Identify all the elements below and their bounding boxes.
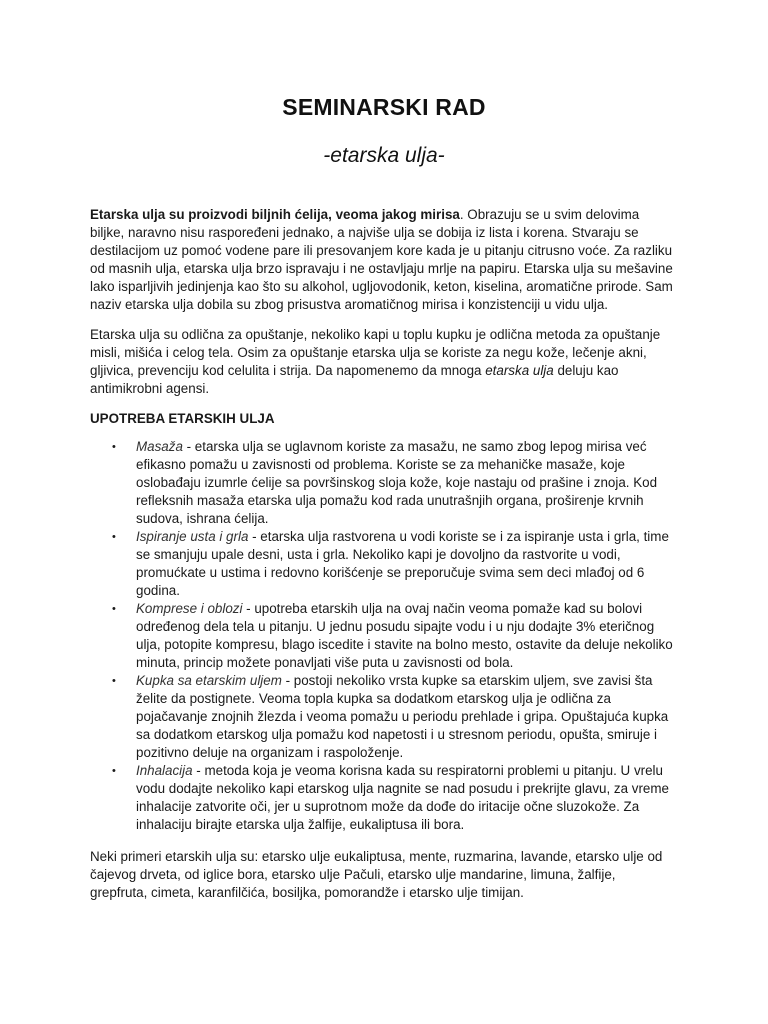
intro-paragraph <box>90 206 676 314</box>
list-item-text: - upotreba etarskih ulja na ovaj način veoma pomaže kad su bolovi određenog dela tela u pitanju. U jednu posudu sipajte vodu i u nju dodajte 3% eteričnog ulja, potopite kompresu, blago iscedite i stavite na bolno mesto, ostavite da deluje nekoliko minuta, princip možete ponavljati više puta u zavisnosti od bola. <box>136 601 673 670</box>
intro-lead-text: Etarska ulja su proizvodi biljnih ćelija, veoma jakog mirisa <box>90 207 460 222</box>
section-heading: UPOTREBA ETARSKIH ULJA <box>90 411 275 426</box>
relaxation-paragraph <box>90 326 676 398</box>
list-item <box>112 762 676 834</box>
bullet-icon: • <box>112 441 116 453</box>
list-item-term: Inhalacija <box>136 763 193 778</box>
intro-rest-text: . Obrazuju se u svim delovima biljke, naravno nisu raspoređeni jednako, a najviše ulja se dobija iz lista i korena. Stvaraju se destilacijom uz pomoć vodene pare ili presovanjem kore kada je u pitanju citrusno voće. Za razliku od masnih ulja, etarska ulja brzo ispravaju i ne ostavljaju mrlje na papiru. Etarska ulja su mešavine lako isparljivih jedinjenja kao što su alkohol, ugljovodonik, keton, kiselina, aromatične prirode. Sam naziv etarska ulja dobila su zbog prisustva aromatičnog mirisa i konzistenciji u vidu ulja. <box>90 207 673 312</box>
list-item-text: - metoda koja je veoma korisna kada su respiratorni problemi u pitanju. U vrelu vodu dodajte nekoliko kapi etarskog ulja nagnite se nad posudu i prekrijte glavu, za vreme inhalacije zatvorite oči, jer u suprotnom može da dođe do iritacije očne sluzokože. Za inhalaciju birajte etarska ulja žalfije, eukaliptusa ili bora. <box>136 763 669 832</box>
bullet-icon: • <box>112 675 116 687</box>
list-item <box>112 672 676 762</box>
list-item <box>112 600 676 672</box>
list-item-term: Ispiranje usta i grla <box>136 529 249 544</box>
relaxation-text-after: deluju kao antimikrobni agensi. <box>90 363 619 396</box>
document-body <box>90 206 676 914</box>
examples-paragraph: Neki primeri etarskih ulja su: etarsko ulje eukaliptusa, mente, ruzmarina, lavande, etarsko ulje od čajevog drveta, od iglice bora, etarsko ulje Pačuli, etarsko ulje mandarine, limuna, žalfije, grepfruta, cimeta, karanfilčića, bosiljka, pomorandže i etarsko ulje timijan. <box>90 849 663 900</box>
uses-list <box>90 438 676 834</box>
relaxation-text-before: Etarska ulja su odlična za opuštanje, nekoliko kapi u toplu kupku je odlična metoda za opuštanje misli, mišića i celog tela. Osim za opuštanje etarska ulja se koriste za negu kože, lečenje akni, gljivica, prevenciju kod celulita i strija. Da napomenemo da mnoga <box>90 327 661 378</box>
document-title: SEMINARSKI RAD <box>282 94 486 120</box>
bullet-icon: • <box>112 765 116 777</box>
document-subtitle: -etarska ulja- <box>323 144 445 167</box>
bullet-icon: • <box>112 531 116 543</box>
bullet-icon: • <box>112 603 116 615</box>
relaxation-emphasis: etarska ulja <box>485 363 554 378</box>
list-item <box>112 528 676 600</box>
list-item-text: - etarska ulja rastvorena u vodi koriste se i za ispiranje usta i grla, time se smanjuju upale desni, usta i grla. Nekoliko kapi je dovoljno da rastvorite u vodi, promućkate u ustima i redovno korišćenje se preporučuje svima sem deci mlađoj od 6 godina. <box>136 529 669 598</box>
list-item-text: - postoji nekoliko vrsta kupke sa etarskim uljem, sve zavisi šta želite da postignete. Veoma topla kupka sa dodatkom etarskog ulja je odlična za pojačavanje znojnih žlezda i veoma pomažu u periodu prehlade i gripa. Opuštajuća kupka sa dodatkom etarskog ulja pomažu kod napetosti i u stresnom periodu, opušta, smiruje i pozitivno deluje na organizam i raspoloženje. <box>136 673 669 760</box>
list-item <box>112 438 676 528</box>
list-item-term: Masaža <box>136 439 183 454</box>
list-item-term: Komprese i oblozi <box>136 601 243 616</box>
list-item-term: Kupka sa etarskim uljem <box>136 673 282 688</box>
list-item-text: - etarska ulja se uglavnom koriste za masažu, ne samo zbog lepog mirisa već efikasno pomažu u zavisnosti od problema. Koriste se za mehaničke masaže, koje oslobađaju izumrle ćelije sa površinskog sloja kože, koje nastaju od prašine i znoja. Kod refleksnih masaža etarska ulja pomažu kod rada unutrašnjih organa, proširenje krvnih sudova, ishrana ćelija. <box>136 439 658 526</box>
